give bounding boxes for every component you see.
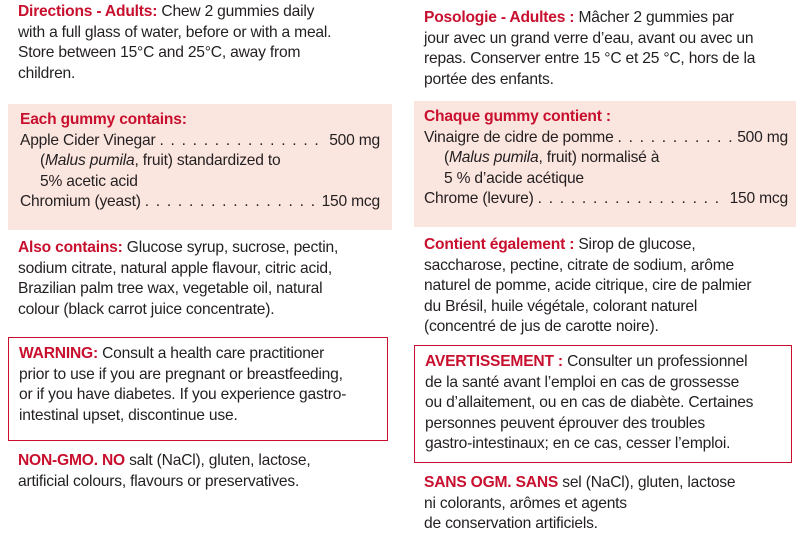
non-gmo-text: salt (NaCl), gluten, lactose, <box>124 452 311 469</box>
posologie-text: Mâcher 2 gummies par <box>574 9 734 26</box>
directions-heading: Directions - Adults: <box>18 3 158 20</box>
posologie-section <box>424 8 794 90</box>
ingredient-name: Chromium (yeast) <box>20 193 141 211</box>
latin-name: Malus pumila <box>449 149 539 167</box>
warning-text: prior to use if you are pregnant or breastfeeding, <box>19 365 343 383</box>
ingredient-name: Chrome (levure) <box>424 190 534 208</box>
ingredients-fr-section <box>414 101 796 227</box>
contient-text: saccharose, pectine, citrate de sodium, arôme <box>424 256 734 274</box>
directions-text: children. <box>18 64 76 82</box>
ingredients-section <box>8 104 392 230</box>
sans-ogm-text: sel (NaCl), gluten, lactose <box>558 474 736 491</box>
sans-ogm-section <box>424 473 796 535</box>
also-contains-text: sodium citrate, natural apple flavour, citric acid, <box>18 259 332 277</box>
ingredient-amount: 150 mcg <box>321 193 380 211</box>
ingredient-row <box>20 131 380 152</box>
contient-text: Sirop de glucose, <box>574 236 696 253</box>
warning-text: or if you have diabetes. If you experience gastro- <box>19 386 347 404</box>
ingredient-row <box>424 128 788 149</box>
ingredients-fr-heading: Chaque gummy contient : <box>424 108 611 125</box>
also-contains-text: Glucose syrup, sucrose, pectin, <box>122 239 339 256</box>
non-gmo-text: artificial colours, flavours or preservatives. <box>18 472 300 490</box>
warning-text: Consult a health care practitioner <box>97 345 325 362</box>
posologie-text: repas. Conserver entre 15 °C et 25 °C, hors de la <box>424 50 756 68</box>
non-gmo-heading: NON-GMO. NO <box>18 452 125 469</box>
ingredient-row <box>424 189 788 210</box>
ingredient-source-rest: , fruit) normalisé à <box>538 149 660 167</box>
contient-section <box>424 235 796 338</box>
leader-dots <box>159 131 325 152</box>
directions-text: Store between 15°C and 25°C, away from <box>18 44 301 62</box>
ingredient-standard: 5% acetic acid <box>40 172 138 190</box>
ingredient-amount: 150 mcg <box>729 190 788 208</box>
avertissement-text: Consulter un professionnel <box>562 353 748 370</box>
leader-dots <box>145 192 318 213</box>
posologie-text: portée des enfants. <box>424 70 554 88</box>
posologie-text: jour avec un grand verre d’eau, avant ou avec un <box>424 29 754 47</box>
warning-box <box>8 337 388 441</box>
latin-name: Malus pumila <box>45 152 135 170</box>
avertissement-text: gastro-intestinaux; en ce cas, cesser l’emploi. <box>425 435 731 453</box>
avertissement-text: personnes peuvent éprouver des troubles <box>425 414 706 432</box>
ingredients-heading: Each gummy contains: <box>20 111 187 128</box>
leader-dots <box>618 128 734 149</box>
ingredient-standard: 5 % d’acide acétique <box>444 169 584 187</box>
also-contains-text: colour (black carrot juice concentrate). <box>18 300 275 318</box>
directions-text: Chew 2 gummies daily <box>157 3 315 20</box>
sans-ogm-text: ni colorants, arômes et agents <box>424 494 627 512</box>
leader-dots <box>538 189 726 210</box>
sans-ogm-text: de conservation artificiels. <box>424 515 598 533</box>
ingredient-name: Vinaigre de cidre de pomme <box>424 128 614 146</box>
warning-text: intestinal upset, discontinue use. <box>19 406 238 424</box>
non-gmo-section <box>18 451 390 492</box>
ingredient-row <box>20 192 380 213</box>
contient-heading: Contient également : <box>424 236 575 253</box>
contient-text: (concentré de jus de carotte noire). <box>424 318 659 336</box>
avertissement-box <box>414 345 792 463</box>
contient-text: naturel de pomme, acide citrique, cire de palmier <box>424 277 752 295</box>
directions-section <box>18 2 390 84</box>
also-contains-text: Brazilian palm tree wax, vegetable oil, natural <box>18 280 323 298</box>
ingredient-amount: 500 mg <box>329 131 380 149</box>
directions-text: with a full glass of water, before or with a meal. <box>18 23 332 41</box>
avertissement-text: ou d’allaitement, ou en cas de diabète. Certaines <box>425 394 754 412</box>
sans-ogm-heading: SANS OGM. SANS <box>424 474 559 491</box>
warning-heading: WARNING: <box>19 345 98 362</box>
ingredient-name: Apple Cider Vinegar <box>20 131 156 149</box>
also-contains-heading: Also contains: <box>18 239 123 256</box>
ingredient-source: (Malus pumila, fruit) normalisé à <box>444 149 660 167</box>
ingredient-source-rest: , fruit) standardized to <box>134 152 281 170</box>
ingredient-amount: 500 mg <box>737 128 788 146</box>
posologie-heading: Posologie - Adultes : <box>424 9 575 26</box>
avertissement-text: de la santé avant l’emploi en cas de grossesse <box>425 373 740 391</box>
avertissement-heading: AVERTISSEMENT : <box>425 353 563 370</box>
ingredient-source: (Malus pumila, fruit) standardized to <box>40 152 281 170</box>
also-contains-section <box>18 238 390 320</box>
contient-text: du Brésil, huile végétale, colorant naturel <box>424 297 698 315</box>
